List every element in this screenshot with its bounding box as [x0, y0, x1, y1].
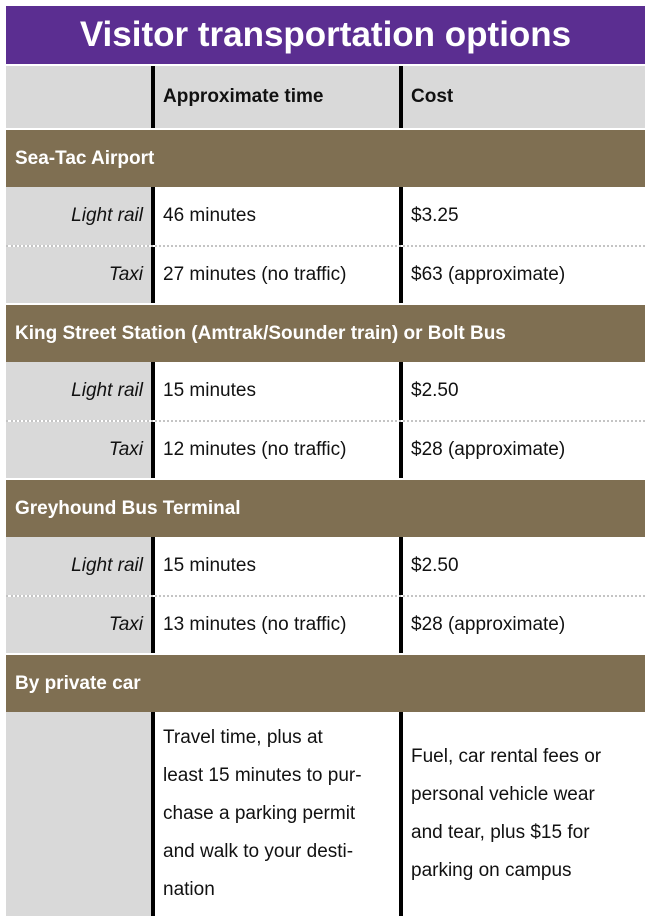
section-header-private-car: By private car — [6, 655, 645, 712]
time-cell: Travel time, plus at least 15 minutes to pur- chase a parking permit and walk to your desti- nation — [151, 712, 399, 916]
cost-cell: $63 (approximate) — [399, 247, 645, 303]
cost-cell: $3.25 — [399, 187, 645, 245]
mode-cell: Taxi — [6, 422, 151, 478]
mode-cell — [6, 712, 151, 916]
mode-cell: Light rail — [6, 362, 151, 420]
time-cell: 13 minutes (no traffic) — [151, 597, 399, 653]
table-row — [6, 537, 645, 595]
time-cell: 15 minutes — [151, 537, 399, 595]
time-cell: 15 minutes — [151, 362, 399, 420]
cost-cell: $28 (approximate) — [399, 597, 645, 653]
cost-cell: $28 (approximate) — [399, 422, 645, 478]
header-mode — [6, 66, 151, 128]
section-header-greyhound: Greyhound Bus Terminal — [6, 480, 645, 537]
table-row — [6, 420, 645, 478]
mode-cell: Taxi — [6, 247, 151, 303]
mode-cell: Taxi — [6, 597, 151, 653]
header-cost: Cost — [399, 66, 645, 128]
cost-cell: $2.50 — [399, 537, 645, 595]
time-cell: 46 minutes — [151, 187, 399, 245]
section-header-sea-tac: Sea-Tac Airport — [6, 130, 645, 187]
mode-cell: Light rail — [6, 537, 151, 595]
table-row — [6, 712, 645, 916]
table-title: Visitor transportation options — [6, 6, 645, 64]
cost-cell: $2.50 — [399, 362, 645, 420]
time-cell: 12 minutes (no traffic) — [151, 422, 399, 478]
section-header-king-street: King Street Station (Amtrak/Sounder train) or Bolt Bus — [6, 305, 645, 362]
header-approximate-time: Approximate time — [151, 66, 399, 128]
table-row — [6, 362, 645, 420]
time-cell: 27 minutes (no traffic) — [151, 247, 399, 303]
mode-cell: Light rail — [6, 187, 151, 245]
table-row — [6, 187, 645, 245]
cost-cell: Fuel, car rental fees or personal vehicle wear and tear, plus $15 for parking on campus — [399, 712, 645, 916]
table-row — [6, 595, 645, 653]
table-row — [6, 245, 645, 303]
column-header-row — [6, 66, 645, 128]
